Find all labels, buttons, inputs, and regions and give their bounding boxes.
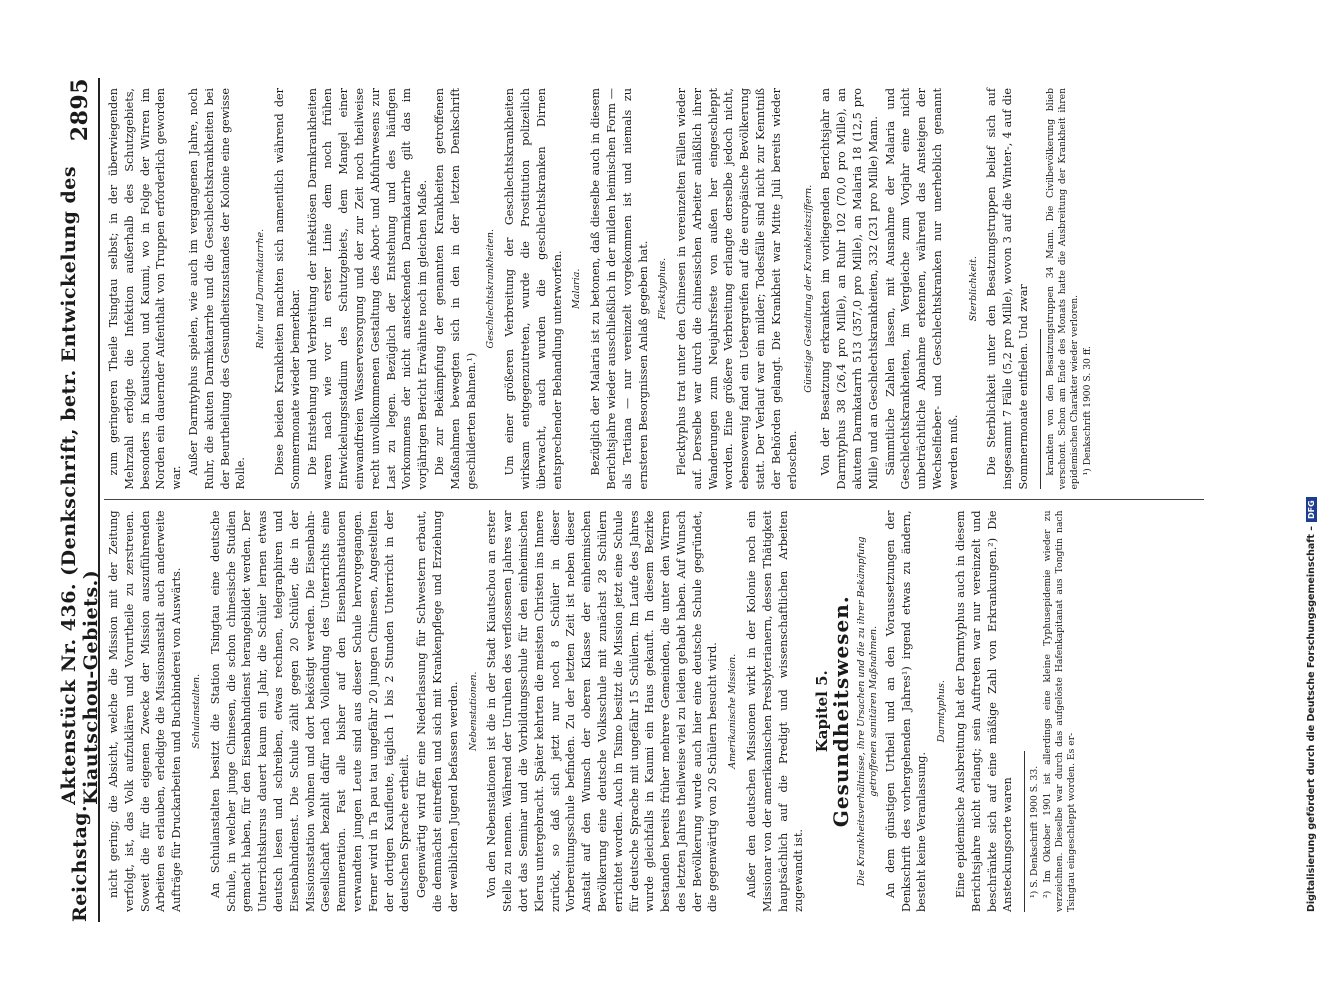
paragraph: Bezüglich der Malaria ist zu betonen, daß dieselbe auch in diesem Berichtsjahre wieder ausschließlich in der milden heimischen Form — als Tertiana — nur vereinzelt vorgekommen ist und niemals zu ernsteren Besorgnissen Anlaß gegeben hat. [589, 88, 650, 490]
section-heading: Schulanstalten. [190, 673, 202, 749]
section-heading: Malaria. [571, 268, 583, 309]
section-heading: Sterblichkeit. [967, 256, 979, 322]
section-heading: Ruhr und Darmkatarrhe. [255, 228, 267, 349]
paragraph: Diese beiden Krankheiten machten sich namentlich während der Sommermonate wieder bemerkbar. [272, 88, 302, 490]
paragraph: Um einer größeren Verbreitung der Geschlechtskrankheiten wirksam entgegenzutreten, wurde die Prostitution polizeilich überwacht, auch wurden die geschlechtskranken Dirnen entsprechender Behandlung unterworfen. [503, 88, 564, 490]
paragraph: An dem günstigen Urtheil und an den Voraussetzungen der Denkschrift des vorhergehenden Jahres¹) irgend etwas zu ändern, besteht keine Veranlassung. [883, 510, 929, 912]
dfg-logo-icon: DFG [1306, 497, 1317, 522]
paragraph: Eine epidemische Ausbreitung hat der Darmtyphus auch in diesem Berichtsjahre nicht erlangt; sein Auftreten war nur vereinzelt und beschränkte sich auf eine mäßige Zahl von Erkrankungen.²) Die Ansteckungsorte waren [954, 510, 1015, 912]
paragraph: Die zur Bekämpfung der genannten Krankheiten getroffenen Maßnahmen bewegten sich in den in der letzten Denkschrift geschilderten Bahnen.¹) [432, 88, 478, 490]
paragraph: Gegenwärtig wird für eine Niederlassung für Schwestern erbaut, die demnächst eintreffen und sich mit Krankenpflege und Erziehung der weiblichen Jugend befassen werden. [415, 510, 460, 912]
paragraph: Außer den deutschen Missionen wirkt in der Kolonie noch ein Missionar von der amerikanischen Presbyterianern, dessen Thätigkeit hauptsächlich auf die Predigt und wissenschaftlichen Arbeiten zugewandt ist. [745, 510, 806, 912]
header-center: Aktenstück Nr. 436. (Denkschrift, betr. Entwickelung des Kiautschou-Gebiets.) [58, 165, 102, 805]
text-columns [104, 78, 1204, 922]
paragraph: Außer Darmtyphus spielen, wie auch im vergangenen Jahre, noch Ruhr, die akuten Darmkatarrhe und die Geschlechtskrankheiten bei der Beurtheilung des Gesundheitszustandes der Kolonie eine gewisse Rolle. [186, 88, 248, 490]
section-heading: Flecktyphus. [657, 257, 669, 320]
column-right [104, 78, 1204, 501]
footnote-rule [1040, 329, 1041, 490]
footnote: ¹) S. Denkschrift 1900 S. 33. [1029, 765, 1041, 898]
paragraph: Die Sterblichkeit unter den Besatzungstruppen belief sich auf insgesammt 7 Fälle (5,2 pro Mille), wovon 3 auf die Winter-, 4 auf die Sommermonate entfielen. Und zwar [985, 88, 1031, 490]
digitization-credit [1306, 497, 1317, 912]
subsection-heading: Günstige Gestaltung der Krankheitsziffern. [803, 184, 815, 393]
footnote: ¹) Denkschrift 1900 S. 30 ff. [1081, 346, 1093, 476]
footnote: ²) Im Oktober 1901 ist allerdings eine kleine Typhusepidemie wieder zu verzeichnen. Dieselbe war durch das aufgelöste Hafenkapitanat aus Tongtin nach Tsingtau eingeschleppt worden. Es er- [1042, 510, 1078, 912]
paragraph: nicht gering; die Absicht, welche die Mission mit der Zeitung verfolgt, ist, das Volk aufzuklären und Vorurtheile zu zerstreuen. Soweit die für die eigenen Zwecke der Mission auszuführenden Arbeiten es erlauben, erledigte die Missionsanstalt auch anderweite Aufträge für Druckarbeiten und Buchbinderei von Auswärts. [107, 510, 184, 912]
chapter-title: Gesundheitswesen. [829, 595, 854, 828]
section-heading: Amerikanische Mission. [727, 653, 739, 769]
subsection-heading: Die Krankheitsverhältnisse, ihre Ursachen und die zu ihrer Bekämpfung getroffenen sanitären Maßnahmen. [855, 536, 879, 886]
section-heading: Nebenstationen. [467, 671, 479, 752]
paragraph: Die Entstehung und Verbreitung der infektiösen Darmkrankheiten waren nach wie vor in erster Linie dem noch frühen Entwickelungsstadium des Schutzgebiets, dem Mangel einer einwandfreien Wasserversorgung und der zur Zeit noch theilweise recht unvollkommenen Gestaltung des Abort- und Abfuhrwesens zur Last zu legen. Bezüglich der Entstehung und des häufigen Vorkommens der nicht ansteckenden Darmkatarrhe gilt das im vorjährigen Bericht Erwähnte noch im gleichen Maße. [305, 88, 430, 490]
paragraph: Von der Besatzung erkrankten im vorliegenden Berichtsjahr an Darmtyphus 38 (26,4 pro Mille), an Ruhr 102 (70,0 pro Mille), an akutem Darmkatarrh 513 (357,0 pro Mille), an Malaria 18 (12,5 pro Mille) und an Geschlechtskrankheiten, 332 (231 pro Mille) Mann. [819, 88, 880, 490]
page-header [58, 78, 102, 922]
footnote-rule [1024, 751, 1025, 912]
paragraph: Sämmtliche Zahlen lassen, mit Ausnahme der Malaria und Geschlechtskrankheiten, im Vergleiche zum Vorjahr eine nicht unbeträchtliche Abnahme erkennen, während das Ansteigen der Wechselfieber- und Geschlechtskranken nur unerheblich genannt werden muß. [883, 88, 960, 490]
header-left: Reichstag. [69, 804, 91, 922]
paragraph: An Schulanstalten besitzt die Station Tsingtau eine deutsche Schule, in welcher junge Chinesen, die schon chinesische Studien gemacht haben, für den Eisenbahndienst herangebildet werden. Der Unterrichtskursus dauert kaum ein Jahr, die Schüler lernen etwas deutsch lesen und schreiben, etwas rechnen, telegraphiren und Eisenbahndienst. Die Schule zählt gegen 20 Schüler, die in der Missionsstation wohnen und dort beköstigt werden. Die Eisenbahn-Gesellschaft bezahlt dafür nach Vollendung des Unterrichts eine Remuneration. Fast alle bisher auf den Eisenbahnstationen verwandten jungen Leute sind aus dieser Schule hervorgegangen. Ferner wird in Ta pau tau ungefähr 20 jungen Chinesen, Angestellten der dortigen Kaufleute, täglich 1 bis 2 Stunden Unterricht in der deutschen Sprache ertheilt. [208, 510, 412, 912]
credit-text: Digitalisierung gefördert durch die Deutsche Forschungsgemeinschaft – [1306, 525, 1317, 912]
paragraph: zum geringeren Theile Tsingtau selbst; in der überwiegenden Mehrzahl erfolgte die Infektion außerhalb des Schutzgebiets, besonders in Kiautschou und Kaumi, wo in Folge der Wirren im Norden ein dauernder Aufenthalt von Truppen erforderlich geworden war. [107, 88, 184, 490]
paragraph: Von den Nebenstationen ist die in der Stadt Kiautschou an erster Stelle zu nennen. Während der Unruhen des verflossenen Jahres war dort das Seminar und die Vorbildungsschule für den einheimischen Klerus untergebracht. Später kehrten die meisten Christen ins Innere zurück, so daß sich jetzt nur noch 8 Schüler in dieser Vorbereitungsschule befinden. Zu der letzten Zeit ist neben dieser Anstalt auf den Wunsch der oberen Klasse der einheimischen Bevölkerung eine deutsche Volksschule mit zunächst 28 Schülern errichtet worden. Auch in Tsimo besitzt die Mission jetzt eine Schule für deutsche Sprache mit ungefähr 15 Schülern. Im Laufe des Jahres wurde gleichfalls in Kaumi ein Haus gekauft. In diesem Bezirke bestanden bereits früher mehrere Gemeinden, die unter den Wirren des letzten Jahres theilweise viel zu leiden gehabt haben. Auf Wunsch der Bevölkerung wurde auch hier eine deutsche Schule gegründet, die gegenwärtig von 20 Schülern besucht wird. [485, 510, 720, 912]
chapter-number: Kapitel 5. [813, 670, 832, 753]
section-heading: Darmtyphus. [936, 680, 948, 743]
footnote: krankten von den Besatzungstruppen 34 Mann. Die Civilbevölkerung blieb verschont. Schon am Ende des Monats hatte die Ausbreitung der Krankheit ihren epidemischen Charakter wieder verloren. [1044, 88, 1080, 490]
page-number: 2895 [67, 78, 93, 142]
section-heading: Geschlechtskrankheiten. [485, 229, 497, 349]
document-page [58, 70, 1292, 930]
column-left [104, 501, 1204, 923]
paragraph: Flecktyphus trat unter den Chinesen in vereinzelten Fällen wieder auf. Derselbe war durch die chinesischen Arbeiter anläßlich ihrer Wanderungen zum Neujahrsfeste von außen her eingeschleppt worden. Eine größere Verbreitung erlangte derselbe jedoch nicht, ebensowenig fand ein Uebergreifen auf die europäische Bevölkerung statt. Der Verlauf war ein milder; Todesfälle sind nicht zur Kenntniß der Behörden gelangt. Die Krankheit war Mitte Juli bereits wieder erloschen. [675, 88, 799, 490]
